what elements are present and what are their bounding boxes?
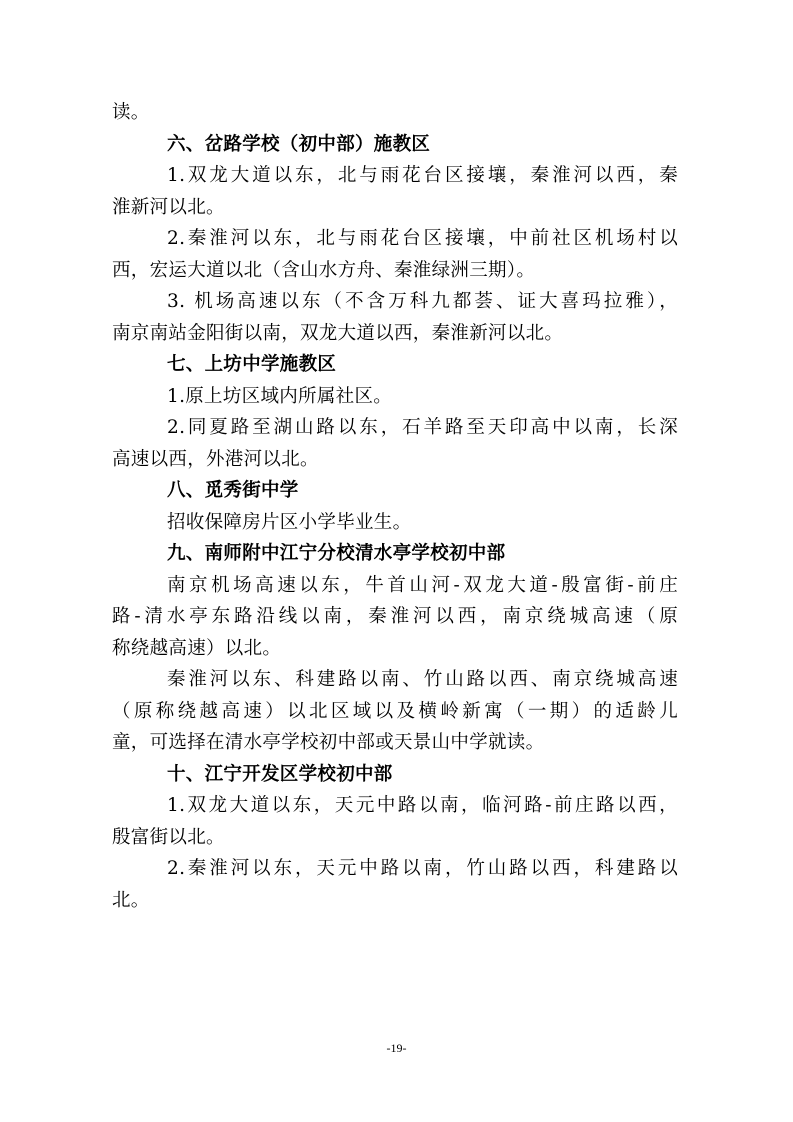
paragraph-line: 1.原上坊区域内所属社区。	[167, 385, 393, 407]
paragraph-line: 2.秦淮河以东，天元中路以南，竹山路以西，科建路以	[167, 858, 678, 879]
paragraph-line: 童，可选择在清水亭学校初中部或天景山中学就读。	[112, 732, 545, 753]
paragraph-line: 西，宏运大道以北（含山水方舟、秦淮绿洲三期）。	[112, 259, 536, 281]
section-heading-10: 十、江宁开发区学校初中部	[167, 763, 393, 785]
paragraph-line: 1.双龙大道以东，北与雨花台区接壤，秦淮河以西，秦	[167, 165, 678, 186]
paragraph-line: 南京机场高速以东，牛首山河-双龙大道-殷富街-前庄	[167, 574, 678, 596]
paragraph-line: 2.秦淮河以东，北与雨花台区接壤，中前社区机场村以	[167, 228, 678, 249]
paragraph-line: （原称绕越高速）以北区域以及横岭新寓（一期）的适龄儿	[112, 700, 678, 722]
section-heading-7: 七、上坊中学施教区	[167, 354, 337, 375]
paragraph-line: 淮新河以北。	[112, 196, 225, 218]
paragraph-line: 殷富街以北。	[112, 826, 225, 848]
paragraph-line: 高速以西，外港河以北。	[112, 448, 319, 470]
paragraph-line: 称绕越高速）以北。	[112, 637, 282, 659]
paragraph-line: 1.双龙大道以东，天元中路以南，临河路-前庄路以西，	[167, 795, 678, 816]
paragraph-line: 招收保障房片区小学毕业生。	[167, 511, 412, 533]
section-heading-6: 六、岔路学校（初中部）施教区	[167, 133, 431, 155]
paragraph-line: 2.同夏路至湖山路以东，石羊路至天印高中以南，长深	[167, 417, 678, 438]
paragraph-line: 南京南站金阳街以南，双龙大道以西，秦淮新河以北。	[112, 322, 564, 344]
page-number: -19-	[386, 1041, 407, 1055]
document-body	[112, 97, 678, 916]
paragraph-line: 路-清水亭东路沿线以南，秦淮河以西，南京绕城高速（原	[112, 606, 678, 627]
paragraph-line: 秦淮河以东、科建路以南、竹山路以西、南京绕城高速	[167, 669, 678, 690]
section-heading-8: 八、觅秀街中学	[167, 480, 299, 501]
paragraph-continuation: 读。	[112, 102, 150, 123]
section-heading-9: 九、南师附中江宁分校清水亭学校初中部	[167, 543, 506, 564]
paragraph-line: 3. 机场高速以东（不含万科九都荟、证大喜玛拉雅），	[167, 291, 678, 312]
paragraph-line: 北。	[112, 889, 150, 911]
